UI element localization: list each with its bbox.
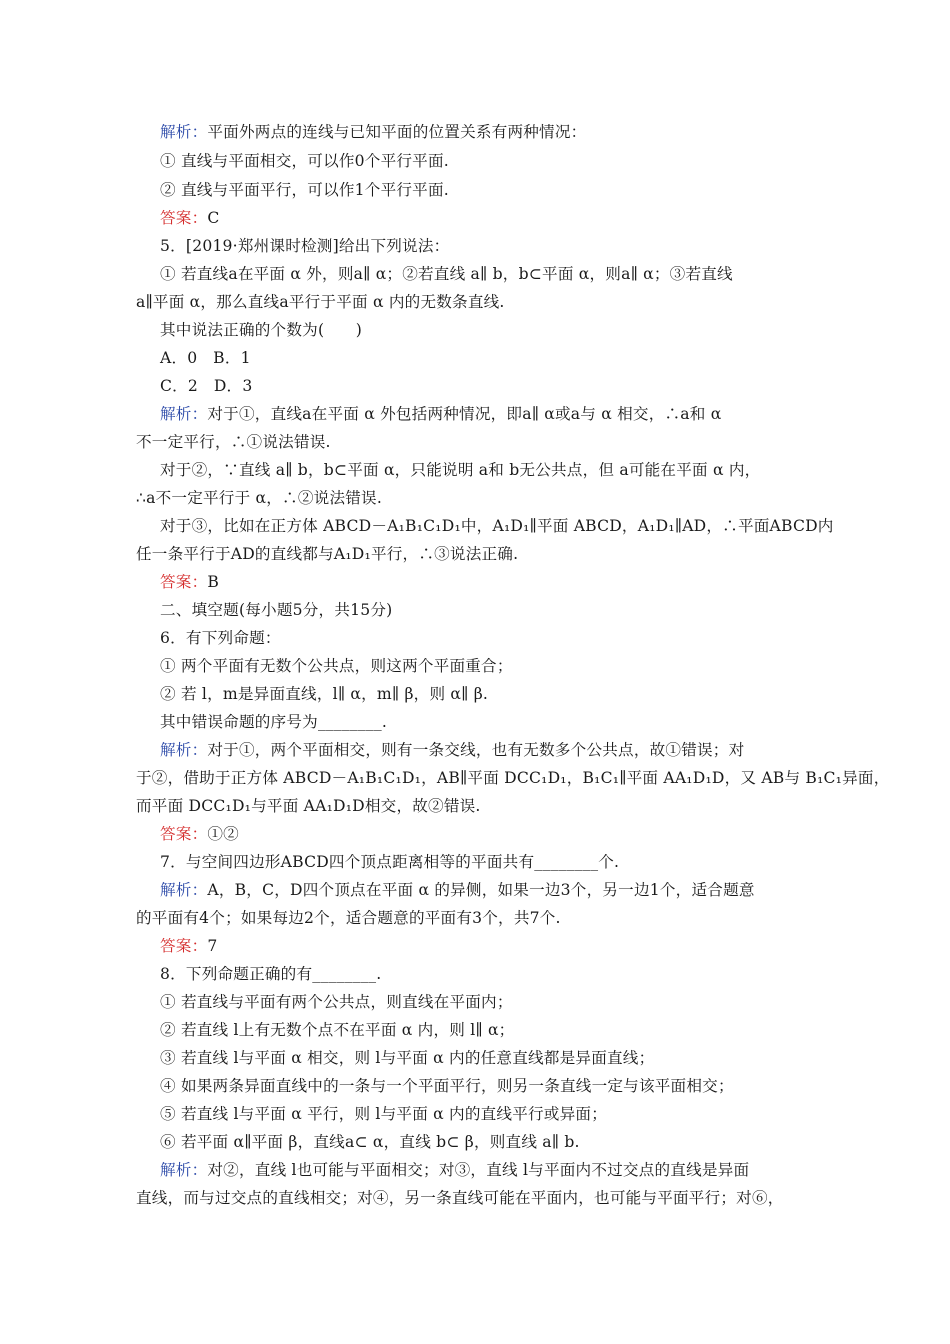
options-line: C．2 D．3 (160, 377, 253, 395)
analysis-line: 解析：对②，直线 l也可能与平面相交；对③，直线 l与平面内不过交点的直线是异面 (160, 1161, 750, 1179)
text-line: ④ 如果两条异面直线中的一条与一个平面平行，则另一条直线一定与该平面相交； (160, 1077, 734, 1095)
text-line: 而平面 DCC₁D₁与平面 AA₁D₁D相交，故②错误. (136, 797, 481, 815)
options-line: A．0 B．1 (160, 349, 251, 367)
question-5-stem: 5．[2019·郑州课时检测]给出下列说法： (160, 237, 450, 255)
text-line: 的平面有4个；如果每边2个，适合题意的平面有3个，共7个. (136, 909, 561, 927)
answer-line: 答案：C (160, 209, 220, 227)
question-7-stem: 7．与空间四边形ABCD四个顶点距离相等的平面共有________个. (160, 853, 620, 871)
text-line: 不一定平行，∴①说法错误. (136, 433, 331, 451)
text-line: 任一条平行于AD的直线都与A₁D₁平行，∴③说法正确. (136, 545, 519, 563)
analysis-line: 解析：对于①，两个平面相交，则有一条交线，也有无数多个公共点，故①错误；对 (160, 741, 745, 759)
question-8-stem: 8．下列命题正确的有________. (160, 965, 382, 983)
text-line: ∴a不一定平行于 α，∴②说法错误. (136, 489, 382, 507)
answer-label: 答案： (160, 209, 208, 227)
analysis-label: 解析： (160, 741, 208, 759)
analysis-label: 解析： (160, 123, 208, 141)
text-line: 于②，借助于正方体 ABCD－A₁B₁C₁D₁，AB∥平面 DCC₁D₁，B₁C₁∥平面 AA₁D₁D，又 AB与 B₁C₁异面， (136, 769, 890, 787)
text-line: ② 若 l，m是异面直线，l∥ α，m∥ β，则 α∥ β. (160, 685, 489, 703)
answer-label: 答案： (160, 937, 208, 955)
text-line: 对于③，比如在正方体 ABCD－A₁B₁C₁D₁中，A₁D₁∥平面 ABCD，A₁D₁∥AD，∴平面ABCD内 (160, 517, 834, 535)
text-line: 对于②，∵直线 a∥ b，b⊂平面 α，只能说明 a和 b无公共点，但 a可能在平面 α 内， (160, 461, 761, 479)
text-line: a∥平面 α，那么直线a平行于平面 α 内的无数条直线. (136, 293, 505, 311)
text-line: ③ 若直线 l与平面 α 相交，则 l与平面 α 内的任意直线都是异面直线； (160, 1049, 655, 1067)
analysis-label: 解析： (160, 405, 208, 423)
text-line: ① 直线与平面相交，可以作0个平行平面. (160, 152, 449, 170)
text-line: ① 若直线与平面有两个公共点，则直线在平面内； (160, 993, 513, 1011)
text-line: 其中说法正确的个数为( ) (160, 321, 363, 339)
analysis-line: 解析：对于①，直线a在平面 α 外包括两种情况，即a∥ α或a与 α 相交，∴a和 α (160, 405, 722, 423)
analysis-label: 解析： (160, 881, 208, 899)
text-line: ⑥ 若平面 α∥平面 β，直线a⊂ α，直线 b⊂ β，则直线 a∥ b. (160, 1133, 580, 1151)
text-line: ① 两个平面有无数个公共点，则这两个平面重合； (160, 657, 513, 675)
answer-line: 答案：7 (160, 937, 218, 955)
text-line: ② 若直线 l上有无数个点不在平面 α 内，则 l∥ α； (160, 1021, 515, 1039)
question-6-stem: 6．有下列命题： (160, 629, 281, 647)
answer-label: 答案： (160, 825, 208, 843)
answer-line: 答案：①② (160, 825, 239, 843)
answer-label: 答案： (160, 573, 208, 591)
analysis-line: 解析：平面外两点的连线与已知平面的位置关系有两种情况： (160, 123, 587, 141)
analysis-label: 解析： (160, 1161, 208, 1179)
section-heading: 二、填空题(每小题5分，共15分) (160, 601, 393, 619)
text-line: 直线，而与过交点的直线相交；对④，另一条直线可能在平面内，也可能与平面平行；对⑥， (136, 1189, 784, 1207)
analysis-line: 解析：A，B，C，D四个顶点在平面 α 的异侧，如果一边3个，另一边1个，适合题意 (160, 881, 755, 899)
text-line: ⑤ 若直线 l与平面 α 平行，则 l与平面 α 内的直线平行或异面； (160, 1105, 607, 1123)
text-line: ② 直线与平面平行，可以作1个平行平面. (160, 181, 449, 199)
answer-line: 答案：B (160, 573, 220, 591)
text-line: ① 若直线a在平面 α 外，则a∥ α；②若直线 a∥ b，b⊂平面 α，则a∥ α；③若直线 (160, 265, 733, 283)
text-line: 其中错误命题的序号为________. (160, 713, 388, 731)
